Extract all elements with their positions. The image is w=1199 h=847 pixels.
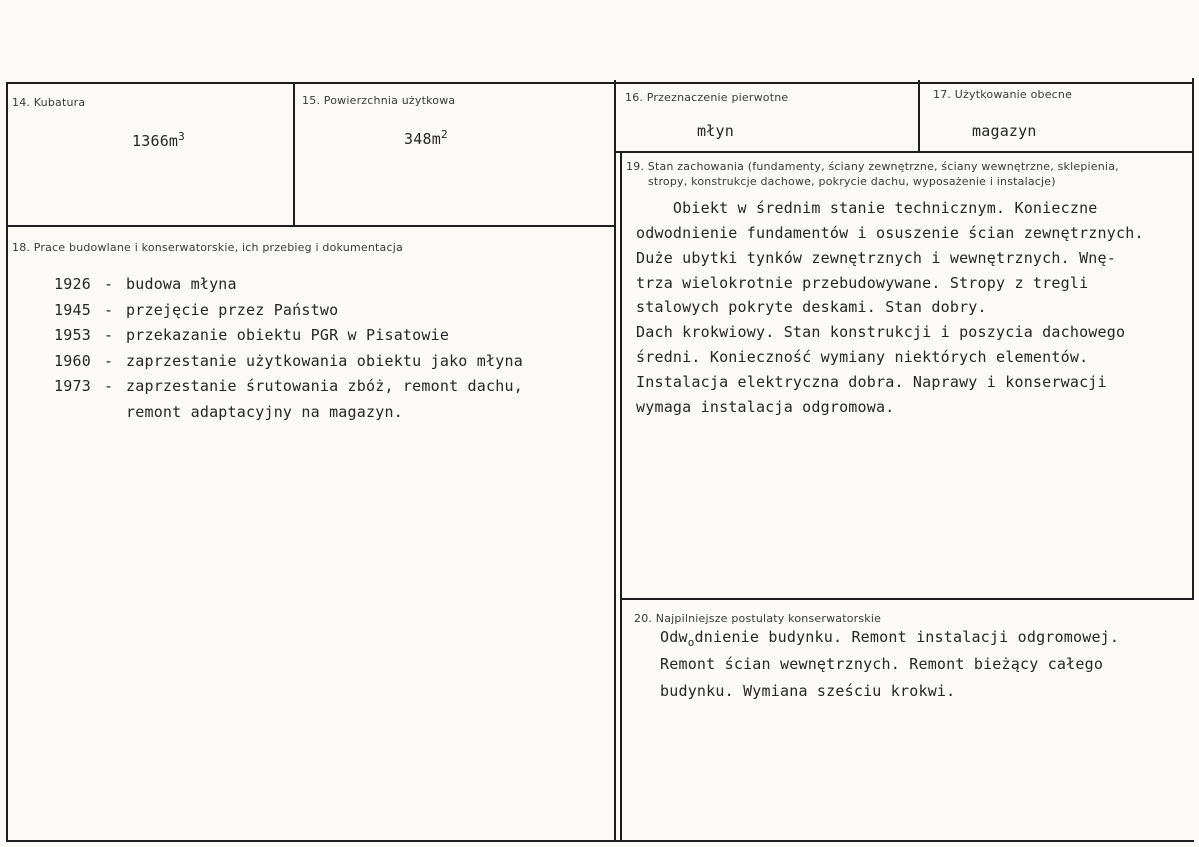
entry-text: zaprzestanie użytkowania obiektu jako młyna <box>126 352 523 370</box>
field-19-label-line2: stropy, konstrukcje dachowe, pokrycie dachu, wyposażenie i instalacje) <box>648 175 1056 188</box>
field-18-entry <box>54 297 338 323</box>
rule-under-14-15 <box>8 225 616 227</box>
field-19-line: średni. Konieczność wymiany niektórych elementów. <box>636 348 1089 366</box>
top-rule <box>6 82 1192 84</box>
entry-text: budowa młyna <box>126 275 237 293</box>
entry-text: przekazanie obiektu PGR w Pisatowie <box>126 326 450 344</box>
field-20-line: Remont ścian wewnętrznych. Remont bieżący całego <box>660 655 1104 673</box>
rule-above-20 <box>620 598 1194 600</box>
field-18-label: 18. Prace budowlane i konserwatorskie, ich przebieg i dokumentacja <box>12 241 403 254</box>
rule-under-16-17 <box>616 151 1194 153</box>
field-14-label: 14. Kubatura <box>12 96 86 109</box>
entry-text: remont adaptacyjny na magazyn. <box>126 403 403 421</box>
entry-dash: - <box>104 301 114 319</box>
field-20-line: budynku. Wymiana sześciu krokwi. <box>660 682 956 700</box>
field-19-line: trza wielokrotnie przebudowywane. Stropy z tregli <box>636 274 1089 292</box>
field-20-line <box>660 624 1119 650</box>
entry-year: 1973 <box>54 377 91 395</box>
field-19-label-line1: 19. Stan zachowania (fundamenty, ściany zewnętrzne, ściany wewnętrzne, sklepienia, <box>626 160 1119 173</box>
field-14-exponent: 3 <box>178 130 185 143</box>
field-18-entry <box>54 322 449 348</box>
field-19-line: Dach krokwiowy. Stan konstrukcji i poszycia dachowego <box>636 323 1126 341</box>
entry-year: 1945 <box>54 301 91 319</box>
field-20-line1-end: dnienie budynku. Remont instalacji odgromowej. <box>694 628 1120 646</box>
entry-dash: - <box>104 275 114 293</box>
bottom-rule <box>6 840 1194 842</box>
entry-text: przejęcie przez Państwo <box>126 301 339 319</box>
field-15-label: 15. Powierzchnia użytkowa <box>302 94 456 107</box>
field-14-value <box>132 130 185 150</box>
field-20-line1-start: Odw <box>660 628 688 646</box>
divider-15-16 <box>614 80 616 842</box>
field-20-label: 20. Najpilniejsze postulaty konserwatorskie <box>634 612 882 625</box>
field-19-line: wymaga instalacja odgromowa. <box>636 398 895 416</box>
left-rule <box>6 82 8 842</box>
entry-dash: - <box>104 377 114 395</box>
field-15-number: 348m <box>404 130 441 148</box>
entry-year: 1953 <box>54 326 91 344</box>
entry-year: 1960 <box>54 352 91 370</box>
field-16-value: młyn <box>697 122 734 140</box>
field-15-value <box>404 128 448 148</box>
field-19-line: Obiekt w średnim stanie technicznym. Konieczne <box>636 199 1098 217</box>
entry-year: 1926 <box>54 275 91 293</box>
field-16-label: 16. Przeznaczenie pierwotne <box>625 91 789 104</box>
entry-dash: - <box>104 326 114 344</box>
field-19-line: stalowych pokryte deskami. Stan dobry. <box>636 298 987 316</box>
field-18-entry <box>54 373 523 399</box>
field-18-entry <box>54 348 523 374</box>
field-17-label: 17. Użytkowanie obecne <box>933 88 1073 101</box>
right-rule <box>1192 78 1194 598</box>
entry-dash: - <box>104 352 114 370</box>
divider-16-17 <box>918 80 920 152</box>
field-19-line: odwodnienie fundamentów i osuszenie ścian zewnętrznych. <box>636 224 1144 242</box>
inner-left-19 <box>620 152 622 842</box>
field-15-exponent: 2 <box>440 128 448 141</box>
divider-14-15 <box>293 84 295 226</box>
field-14-number: 1366m <box>132 132 179 150</box>
field-18-entry <box>126 399 403 425</box>
field-19-line: Duże ubytki tynków zewnętrznych i wewnętrznych. Wnę- <box>636 249 1116 267</box>
field-17-value: magazyn <box>972 122 1037 140</box>
field-19-line: Instalacja elektryczna dobra. Naprawy i konserwacji <box>636 373 1107 391</box>
field-18-entry <box>54 271 237 297</box>
entry-text: zaprzestanie śrutowania zbóż, remont dachu, <box>126 377 523 395</box>
field-20-line1-sub: o <box>687 636 695 649</box>
